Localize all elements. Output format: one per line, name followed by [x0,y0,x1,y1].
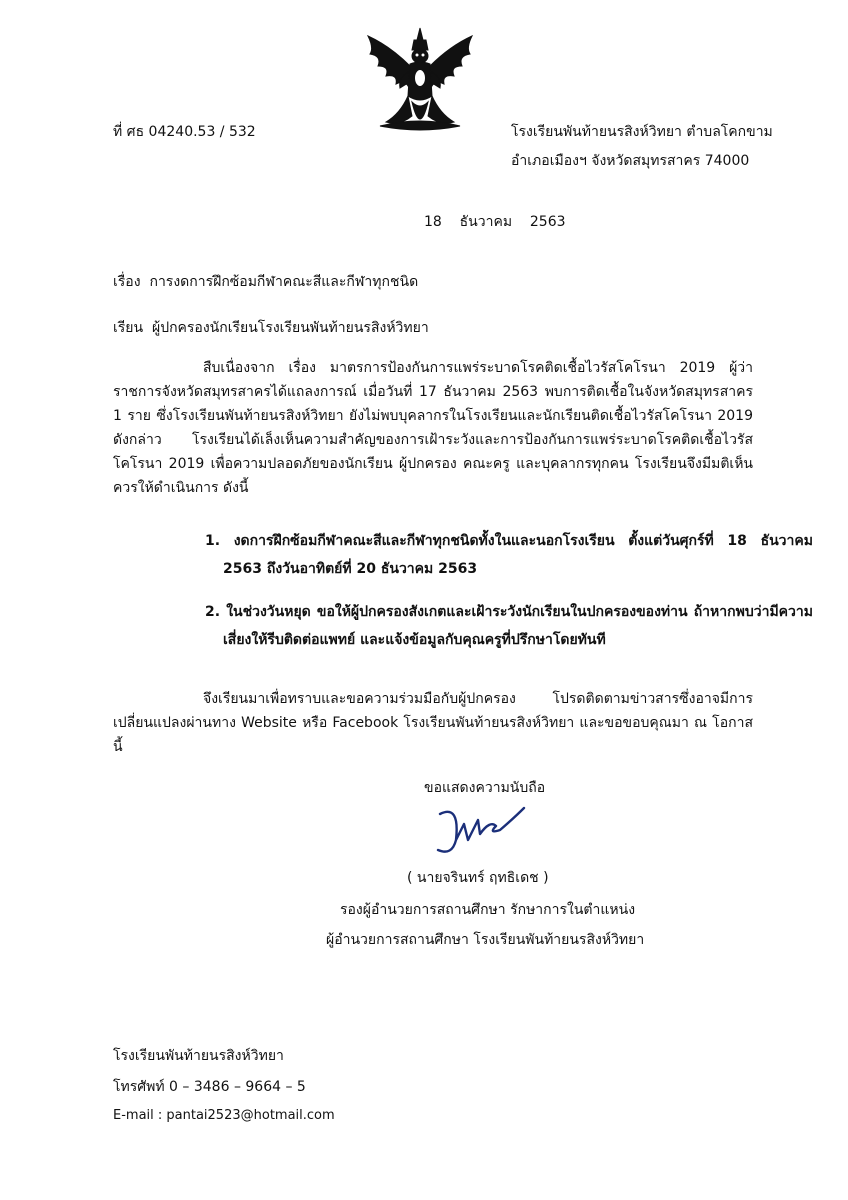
footer-email: E-mail : pantai2523@hotmail.com [113,1108,335,1123]
body-paragraph-2: จึงเรียนมาเพื่อทราบและขอความร่วมมือกับผู้ปกครอง โปรดติดตามข่าวสารซึ่งอาจมีการเปลี่ยนแปลงผ่านทาง Website หรือ Facebook โรงเรียนพันท้ายนรสิงห์วิทยา และขอขอบคุณมา ณ โอกาสนี้ [113,691,753,755]
reference-number: ที่ ศธ 04240.53 / 532 [113,124,256,140]
date [424,211,566,233]
recipient-text: ผู้ปกครองนักเรียนโรงเรียนพันท้ายนรสิงห์วิทยา [151,320,429,336]
date-year: 2563 [529,214,566,230]
recipient-label: เรียน [113,320,144,336]
instruction-item-1: 1. งดการฝึกซ้อมกีฬาคณะสีและกีฬาทุกชนิดทั้งในและนอกโรงเรียน ตั้งแต่วันศุกร์ที่ 18 ธันวาคม 2563 ถึงวันอาทิตย์ที่ 20 ธันวาคม 2563 [205,533,813,577]
school-address-line2: อำเภอเมืองฯ จังหวัดสมุทรสาคร 74000 [511,153,750,169]
signature-image [430,800,530,860]
date-day: 18 [424,214,442,230]
date-month: ธันวาคม [459,214,513,230]
body-paragraph-1: สืบเนื่องจาก เรื่อง มาตรการป้องกันการแพร่ระบาดโรคติดเชื้อไวรัสโคโรนา 2019 ผู้ว่าราชการจังหวัดสมุทรสาครได้แถลงการณ์ เมื่อวันที่ 17 ธันวาคม 2563 พบการติดเชื้อในจังหวัดสมุทรสาคร 1 ราย ซึ่งโรงเรียนพันท้ายนรสิงห์วิทยา ยังไม่พบบุคลากรในโรงเรียนและนักเรียนติดเชื้อไวรัสโคโรนา 2019 ดังกล่าว โรงเรียนได้เล็งเห็นความสำคัญของการเฝ้าระวังและการป้องกันการแพร่ระบาดโรคติดเชื้อไวรัสโคโรนา 2019 เพื่อความปลอดภัยของนักเรียน ผู้ปกครอง คณะครู และบุคลากรทุกคน โรงเรียนจึงมีมติเห็นควรให้ดำเนินการ ดังนี้ [113,360,753,496]
subject-line [113,271,418,293]
footer-phone: โทรศัพท์ 0 – 3486 – 9664 – 5 [113,1079,306,1095]
garuda-emblem [360,26,480,138]
recipient-line [113,317,429,339]
subject-text: การงดการฝึกซ้อมกีฬาคณะสีและกีฬาทุกชนิด [149,274,419,290]
signer-name: ( นายจรินทร์ ฤทธิเดช ) [407,870,549,886]
signer-title-line2: ผู้อำนวยการสถานศึกษา โรงเรียนพันท้ายนรสิงห์วิทยา [326,932,645,948]
closing-salutation: ขอแสดงความนับถือ [424,780,546,796]
school-address-line1: โรงเรียนพันท้ายนรสิงห์วิทยา ตำบลโคกขาม [511,124,773,140]
instruction-item-2: 2. ในช่วงวันหยุด ขอให้ผู้ปกครองสังเกตและเฝ้าระวังนักเรียนในปกครองของท่าน ถ้าหากพบว่ามีความเสี่ยงให้รีบติดต่อแพทย์ และแจ้งข้อมูลกับคุณครูที่ปรึกษาโดยทันที [205,604,813,648]
signer-title-line1: รองผู้อำนวยการสถานศึกษา รักษาการในตำแหน่ง [340,902,636,918]
footer-school-name: โรงเรียนพันท้ายนรสิงห์วิทยา [113,1048,284,1064]
subject-label: เรื่อง [113,274,141,290]
